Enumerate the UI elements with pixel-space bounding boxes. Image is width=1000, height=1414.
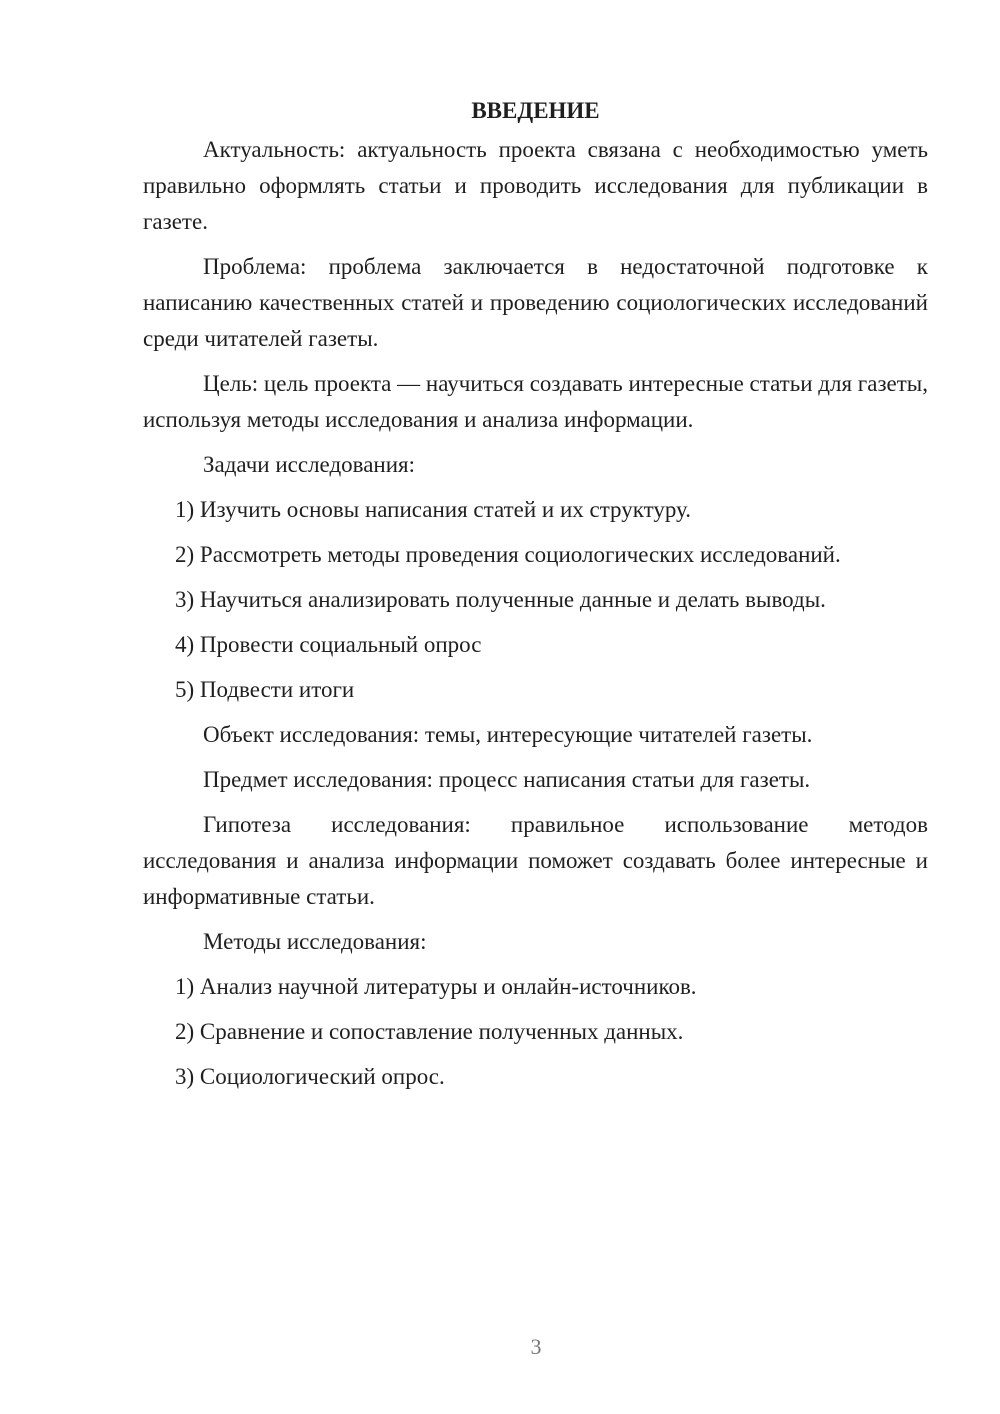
hypothesis-paragraph: Гипотеза исследования: правильное использование методов исследования и анализа информации поможет создавать более интересные и информативные статьи. [143,812,928,909]
method-item: 1) Анализ научной литературы и онлайн-источников. [175,974,697,999]
task-item: 1) Изучить основы написания статей и их структуру. [175,497,692,522]
task-item: 4) Провести социальный опрос [175,632,482,657]
problem-paragraph: Проблема: проблема заключается в недостаточной подготовке к написанию качественных статей и проведению социологических исследований среди читателей газеты. [143,254,928,351]
page-number: 3 [530,1334,542,1359]
object-line: Объект исследования: темы, интересующие читателей газеты. [203,722,813,747]
relevance-paragraph: Актуальность: актуальность проекта связана с необходимостью уметь правильно оформлять статьи и проводить исследования для публикации в газете. [143,137,928,234]
tasks-heading: Задачи исследования: [203,452,416,477]
task-item: 5) Подвести итоги [175,677,355,702]
method-item: 2) Сравнение и сопоставление полученных данных. [175,1019,684,1044]
task-item: 2) Рассмотреть методы проведения социологических исследований. [175,542,841,567]
task-item: 3) Научиться анализировать полученные данные и делать выводы. [175,587,826,612]
methods-heading: Методы исследования: [203,929,427,954]
section-title: ВВЕДЕНИЕ [471,98,600,123]
method-item: 3) Социологический опрос. [175,1064,445,1089]
goal-paragraph: Цель: цель проекта — научиться создавать интересные статьи для газеты, используя методы исследования и анализа информации. [143,371,928,432]
subject-line: Предмет исследования: процесс написания статьи для газеты. [203,767,811,792]
page-content [143,96,928,1104]
